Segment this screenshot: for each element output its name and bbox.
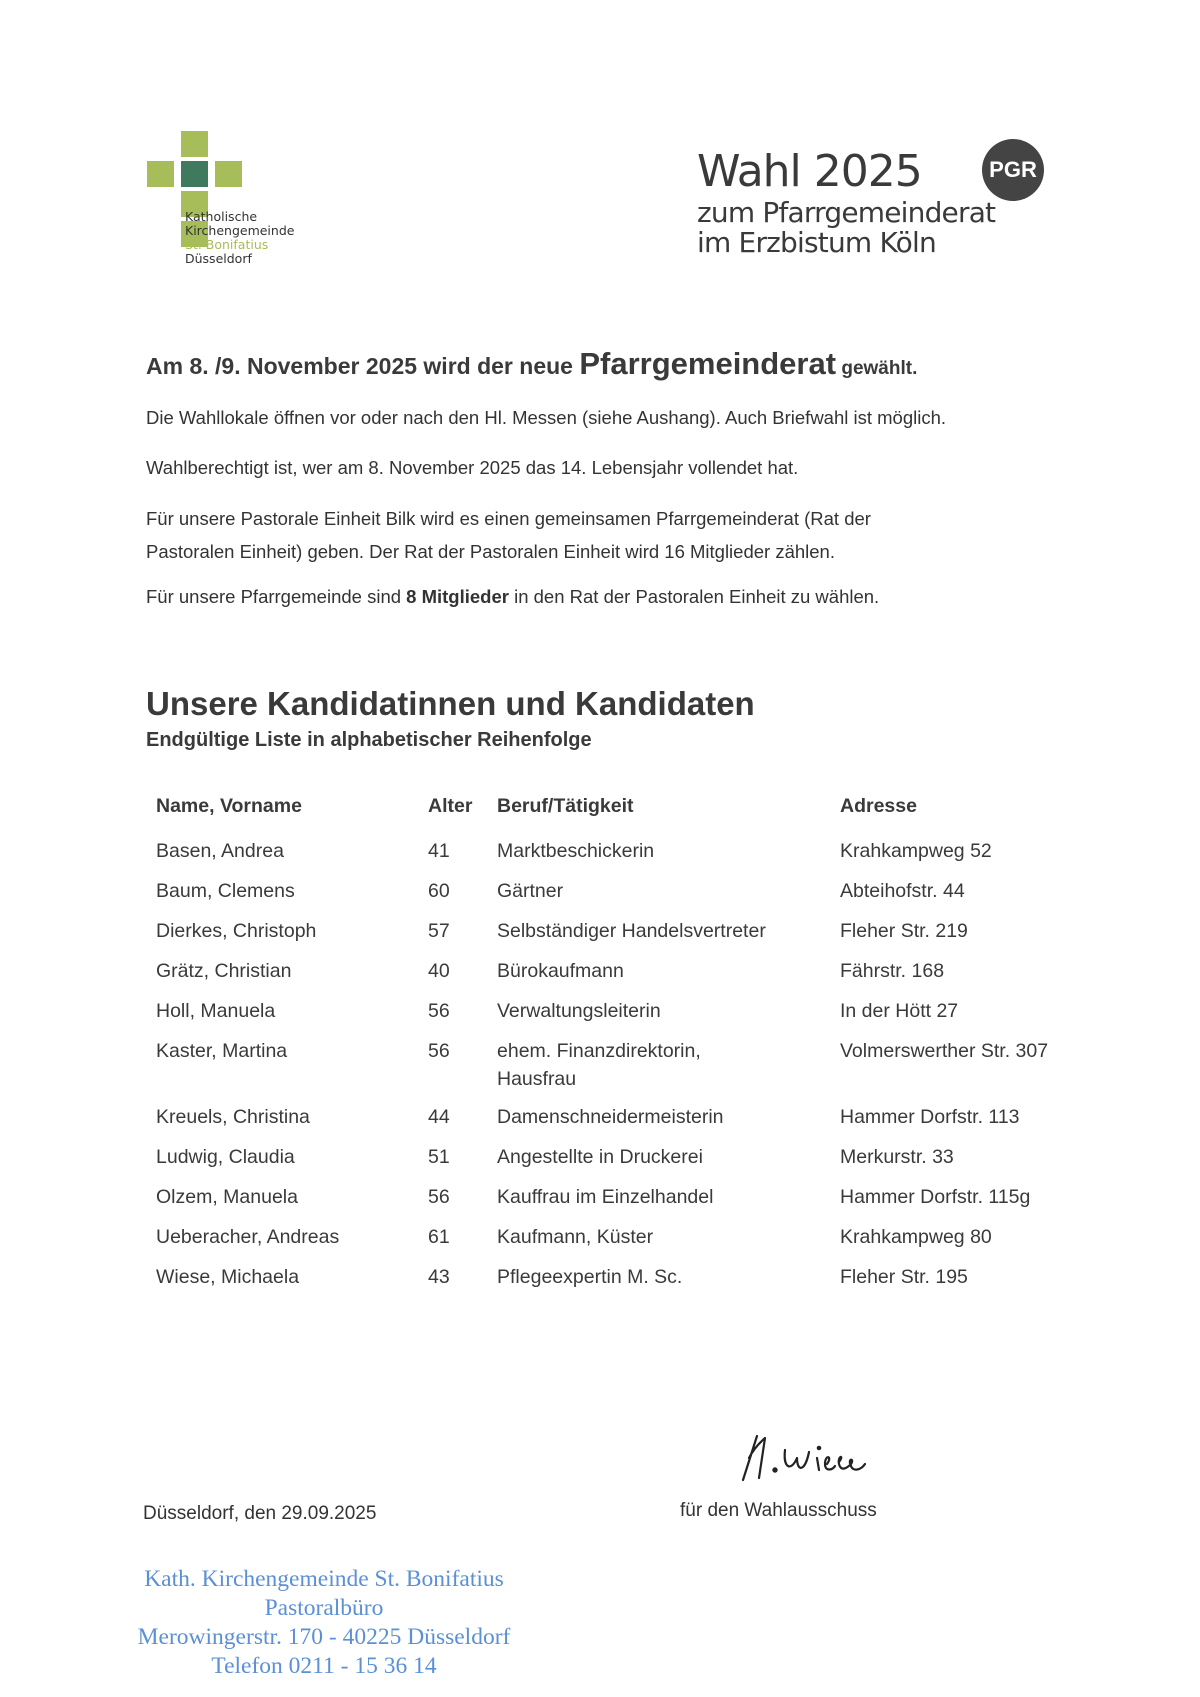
column-header-address: Adresse — [840, 795, 917, 817]
column-header-job: Beruf/Tätigkeit — [497, 795, 634, 817]
headline-text: Am 8. /9. November 2025 wird der neue — [146, 353, 580, 379]
document-date: Düsseldorf, den 29.09.2025 — [143, 1503, 377, 1524]
candidate-name: Baum, Clemens — [156, 880, 295, 902]
candidate-job: Pflegeexpertin M. Sc. — [497, 1266, 683, 1288]
candidate-name: Ueberacher, Andreas — [156, 1226, 340, 1248]
members-count: 8 Mitglieder — [406, 586, 509, 607]
signature-label: für den Wahlausschuss — [680, 1500, 877, 1521]
stamp-line: Telefon 0211 - 15 36 14 — [211, 1653, 437, 1679]
candidate-name: Grätz, Christian — [156, 960, 292, 982]
candidate-address: Krahkampweg 52 — [840, 840, 992, 862]
candidate-age: 56 — [428, 1040, 450, 1062]
candidate-name: Dierkes, Christoph — [156, 920, 317, 942]
candidates-subtitle: Endgültige Liste in alphabetischer Reihenfolge — [146, 729, 592, 751]
candidate-job: Damenschneidermeisterin — [497, 1106, 724, 1128]
council-info-line2: Pastoralen Einheit) geben. Der Rat der Pastoralen Einheit wird 16 Mitglieder zählen. — [146, 541, 835, 562]
members-info — [146, 586, 879, 608]
headline-text: gewählt. — [836, 358, 918, 379]
polling-info: Die Wahllokale öffnen vor oder nach den Hl. Messen (siehe Aushang). Auch Briefwahl ist möglich. — [146, 407, 947, 428]
candidate-address: Hammer Dorfstr. 113 — [840, 1106, 1020, 1128]
parish-logo — [0, 0, 340, 280]
logo-line: Kirchengemeinde — [185, 223, 295, 238]
candidate-age: 56 — [428, 1186, 450, 1208]
signature — [735, 1428, 875, 1484]
candidate-age: 40 — [428, 960, 450, 982]
members-text: Für unsere Pfarrgemeinde sind — [146, 586, 407, 607]
candidate-address: Fleher Str. 195 — [840, 1266, 968, 1288]
headline-emphasis: Pfarrgemeinderat — [579, 346, 837, 381]
candidate-age: 44 — [428, 1106, 450, 1128]
candidate-age: 41 — [428, 840, 450, 862]
candidate-age: 56 — [428, 1000, 450, 1022]
candidate-address: Fährstr. 168 — [840, 960, 945, 982]
candidate-job: Marktbeschickerin — [497, 840, 655, 862]
election-subtitle — [697, 198, 995, 258]
candidates-title: Unsere Kandidatinnen und Kandidaten — [146, 685, 755, 722]
candidate-address: Krahkampweg 80 — [840, 1226, 992, 1248]
parish-stamp — [128, 1565, 520, 1681]
subtitle-line: im Erzbistum Köln — [697, 226, 936, 259]
candidate-job: ehem. Finanzdirektorin, — [497, 1040, 701, 1062]
stamp-line: Kath. Kirchengemeinde St. Bonifatius — [144, 1566, 504, 1592]
candidate-address: Abteihofstr. 44 — [840, 880, 965, 902]
column-header-name: Name, Vorname — [156, 795, 302, 817]
candidate-age: 60 — [428, 880, 450, 902]
candidate-address: Merkurstr. 33 — [840, 1146, 954, 1168]
candidate-job: Kaufmann, Küster — [497, 1226, 654, 1248]
candidate-job-continued: Hausfrau — [497, 1068, 577, 1090]
candidate-age: 51 — [428, 1146, 450, 1168]
logo-text — [185, 210, 294, 266]
candidate-address: Fleher Str. 219 — [840, 920, 968, 942]
candidate-name: Holl, Manuela — [156, 1000, 276, 1022]
column-header-age: Alter — [428, 795, 473, 817]
members-text: in den Rat der Pastoralen Einheit zu wählen. — [508, 586, 880, 607]
candidate-job: Angestellte in Druckerei — [497, 1146, 703, 1168]
candidate-job: Kauffrau im Einzelhandel — [497, 1186, 714, 1208]
candidate-name: Ludwig, Claudia — [156, 1146, 295, 1168]
candidate-job: Gärtner — [497, 880, 564, 902]
candidate-address: Volmerswerther Str. 307 — [840, 1040, 1049, 1062]
pgr-badge: PGR — [982, 139, 1044, 201]
candidate-name: Basen, Andrea — [156, 840, 284, 862]
eligibility-info: Wahlberechtigt ist, wer am 8. November 2025 das 14. Lebensjahr vollendet hat. — [146, 457, 799, 478]
candidate-name: Kaster, Martina — [156, 1040, 288, 1062]
candidate-age: 61 — [428, 1226, 450, 1248]
logo-line: Katholische — [185, 209, 258, 224]
candidate-job: Selbständiger Handelsvertreter — [497, 920, 766, 942]
candidate-address: Hammer Dorfstr. 115g — [840, 1186, 1031, 1208]
candidate-name: Kreuels, Christina — [156, 1106, 310, 1128]
candidate-address: In der Hött 27 — [840, 1000, 959, 1022]
candidate-job: Verwaltungsleiterin — [497, 1000, 661, 1022]
council-info-line1: Für unsere Pastorale Einheit Bilk wird es einen gemeinsamen Pfarrgemeinderat (Rat der — [146, 508, 871, 529]
election-title: Wahl 2025 — [697, 146, 922, 197]
subtitle-line: zum Pfarrgemeinderat — [697, 196, 996, 229]
stamp-line: Pastoralbüro — [264, 1595, 384, 1621]
candidate-name: Wiese, Michaela — [156, 1266, 300, 1288]
election-headline — [146, 346, 917, 382]
candidate-job: Bürokaufmann — [497, 960, 624, 982]
logo-line: St. Bonifatius — [185, 237, 269, 252]
candidate-age: 57 — [428, 920, 450, 942]
candidate-name: Olzem, Manuela — [156, 1186, 298, 1208]
candidate-age: 43 — [428, 1266, 450, 1288]
logo-line: Düsseldorf — [185, 251, 252, 266]
stamp-line: Merowingerstr. 170 - 40225 Düsseldorf — [137, 1624, 511, 1650]
